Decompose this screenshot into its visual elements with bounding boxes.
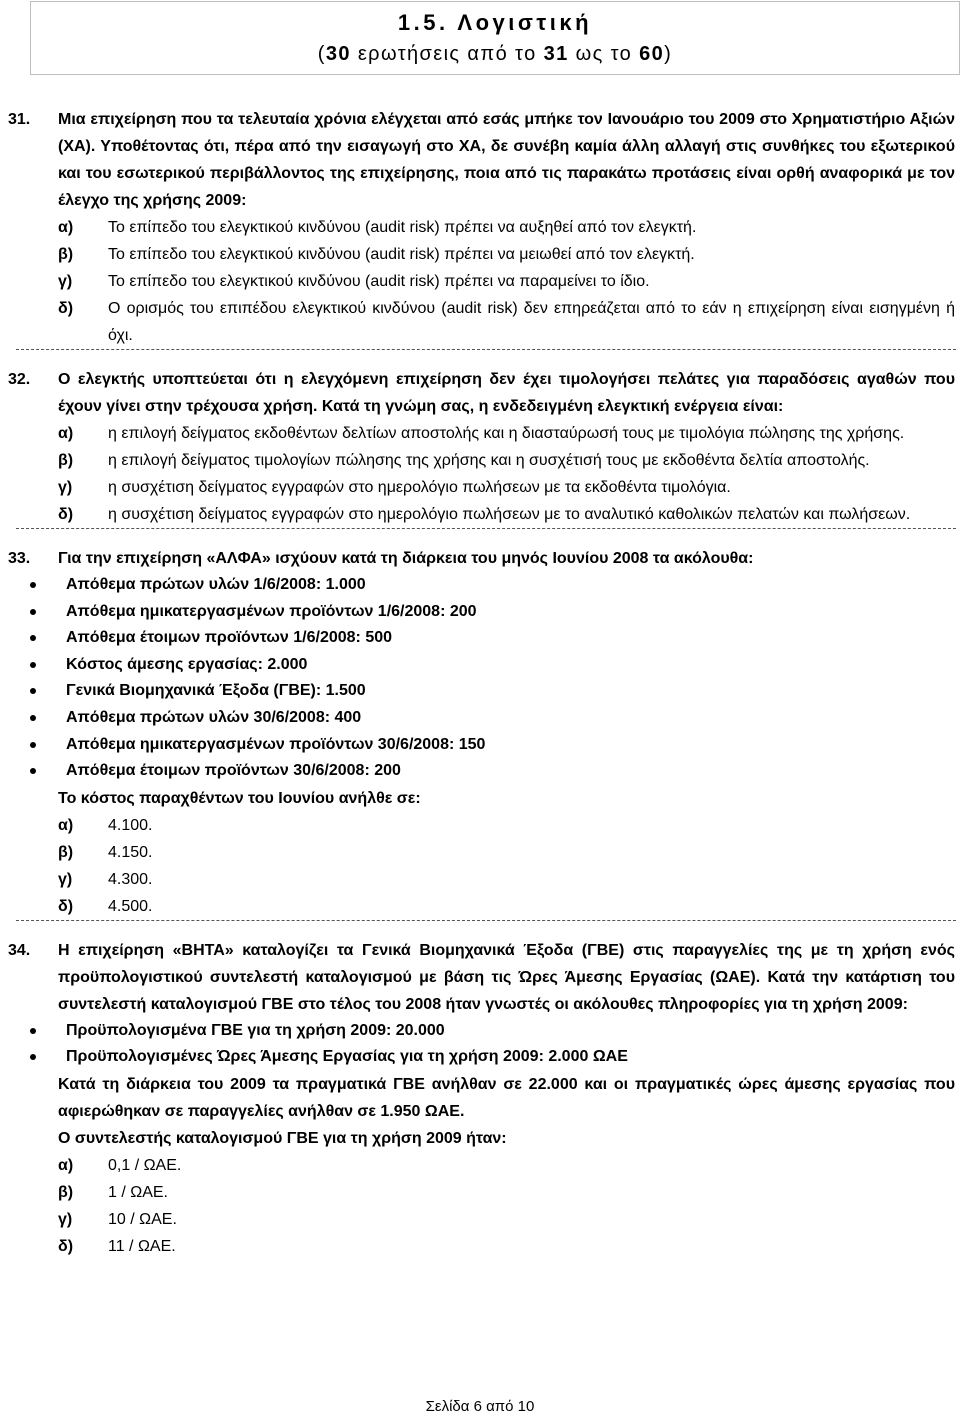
bullet-item xyxy=(66,1018,960,1045)
data-bullet-list xyxy=(0,1018,960,1071)
option-label: γ) xyxy=(58,870,73,888)
bullet-text: Κόστος άμεσης εργασίας: 2.000 xyxy=(66,655,308,673)
bullet-icon xyxy=(30,715,36,721)
answer-option xyxy=(58,1179,955,1206)
option-label: β) xyxy=(58,452,74,469)
bullet-item xyxy=(66,572,960,599)
answer-option xyxy=(58,501,955,528)
bullet-item xyxy=(66,652,960,679)
bullet-icon xyxy=(30,662,36,668)
answer-option xyxy=(58,1152,955,1179)
answer-option xyxy=(58,420,955,447)
answer-option xyxy=(58,893,955,920)
option-text: 10 / ΩΑΕ. xyxy=(108,1210,177,1228)
bullet-text: Προϋπολογισμένα ΓΒΕ για τη χρήση 2009: 20.000 xyxy=(66,1021,445,1039)
bullet-item xyxy=(66,705,960,732)
option-label: γ) xyxy=(58,1210,73,1228)
page-footer: Σελίδα 6 από 10 xyxy=(425,1398,535,1415)
option-label: α) xyxy=(58,816,74,834)
answer-option xyxy=(58,447,955,474)
subtitle-paren-open: ( xyxy=(317,43,326,65)
bullet-icon xyxy=(30,768,36,774)
option-text: 11 / ΩΑΕ. xyxy=(108,1237,176,1255)
answer-option xyxy=(58,812,955,839)
subtitle-text: ερωτήσεις από το xyxy=(350,43,544,65)
option-label: β) xyxy=(58,1183,74,1201)
option-text: η συσχέτιση δείγματος εγγραφών στο ημερολόγιο πωλήσεων με το αναλυτικό καθολικών πελατών και πωλήσεων. xyxy=(108,506,911,523)
bullet-text: Απόθεμα έτοιμων προϊόντων 30/6/2008: 200 xyxy=(66,762,401,780)
bullet-text: Απόθεμα πρώτων υλών 30/6/2008: 400 xyxy=(66,708,362,726)
bullet-text: Απόθεμα ημικατεργασμένων προϊόντων 1/6/2008: 200 xyxy=(66,602,477,620)
question-33-answers xyxy=(0,785,960,920)
question-33 xyxy=(0,545,960,572)
subtitle-count: 30 xyxy=(325,43,351,65)
answer-option xyxy=(58,268,955,295)
option-label: δ) xyxy=(58,506,74,523)
bullet-icon xyxy=(30,635,36,641)
question-number: 31. xyxy=(8,111,31,128)
question-text: Για την επιχείρηση «ΑΛΦΑ» ισχύουν κατά τη διάρκεια του μηνός Ιουνίου 2008 τα ακόλουθα: xyxy=(58,550,754,567)
bullet-text: Απόθεμα έτοιμων προϊόντων 1/6/2008: 500 xyxy=(66,629,393,647)
answer-option xyxy=(58,474,955,501)
subtitle-end: 60 xyxy=(639,43,665,65)
option-text: Το επίπεδο του ελεγκτικού κινδύνου (audit risk) πρέπει να παραμείνει το ίδιο. xyxy=(108,273,650,290)
question-number: 33. xyxy=(8,550,31,567)
question-32 xyxy=(0,366,960,528)
question-31 xyxy=(0,106,960,349)
bullet-text: Προϋπολογισμένες Ώρες Άμεσης Εργασίας για τη χρήση 2009: 2.000 ΩΑΕ xyxy=(66,1048,628,1066)
bullet-icon xyxy=(30,742,36,748)
bullet-item xyxy=(66,758,960,785)
option-text: 4.150. xyxy=(108,843,153,861)
question-divider xyxy=(16,528,956,529)
option-text: 4.500. xyxy=(108,897,153,915)
question-text: Η επιχείρηση «ΒΗΤΑ» καταλογίζει τα Γενικά Βιομηχανικά Έξοδα (ΓΒΕ) στις παραγγελίες της με τη χρήση ενός προϋπολογιστικού συντελεστή καταλογισμού με βάση τις Ώρες Άμεσης Εργασίας (ΩΑΕ). Κατά την κατάρτιση του συντελεστή καταλογισμού ΓΒΕ στο τέλος του 2008 ήταν γνωστές οι ακόλουθες πληροφορίες για τη χρήση 2009: xyxy=(58,941,955,1013)
answer-option xyxy=(58,1233,955,1260)
option-text: η επιλογή δείγματος τιμολογίων πώλησης της χρήσης και η συσχέτισή τους με εκδοθέντα δελτία αποστολής. xyxy=(108,452,870,469)
option-label: α) xyxy=(58,219,74,236)
bullet-item xyxy=(66,732,960,759)
section-subtitle xyxy=(31,41,959,67)
question-34-answers xyxy=(0,1071,960,1260)
question-prompt-2: Ο συντελεστής καταλογισμού ΓΒΕ για τη χρήση 2009 ήταν: xyxy=(58,1129,507,1147)
option-label: α) xyxy=(58,425,74,442)
answer-option xyxy=(58,295,955,349)
option-text: 4.100. xyxy=(108,816,153,834)
answer-option xyxy=(58,839,955,866)
bullet-item xyxy=(66,599,960,626)
option-label: β) xyxy=(58,843,74,861)
option-label: β) xyxy=(58,246,74,263)
answer-option xyxy=(58,1206,955,1233)
option-text: 4.300. xyxy=(108,870,153,888)
option-label: α) xyxy=(58,1156,74,1174)
bullet-icon xyxy=(30,609,36,615)
bullet-icon xyxy=(30,688,36,694)
question-text: Ο ελεγκτής υποπτεύεται ότι η ελεγχόμενη επιχείρηση δεν έχει τιμολογήσει πελάτες για παραδόσεις αγαθών που έχουν γίνει στην τρέχουσα χρήση. Κατά τη γνώμη σας, η ενδεδειγμένη ελεγκτική ενέργεια είναι: xyxy=(58,371,955,415)
option-label: δ) xyxy=(58,897,74,915)
question-number: 34. xyxy=(8,941,31,959)
question-prompt: Το κόστος παραχθέντων του Ιουνίου ανήλθε σε: xyxy=(58,789,421,807)
answer-option xyxy=(58,866,955,893)
option-text: η επιλογή δείγματος εκδοθέντων δελτίων αποστολής και η διασταύρωσή τους με τιμολόγια πώλησης της χρήσης. xyxy=(108,425,905,442)
question-divider xyxy=(16,920,956,921)
question-34 xyxy=(0,937,960,1018)
subtitle-start: 31 xyxy=(543,43,569,65)
question-divider xyxy=(16,349,956,350)
bullet-icon xyxy=(30,1028,36,1034)
bullet-item xyxy=(66,1044,960,1071)
bullet-item xyxy=(66,678,960,705)
bullet-text: Γενικά Βιομηχανικά Έξοδα (ΓΒΕ): 1.500 xyxy=(66,682,366,700)
option-text: η συσχέτιση δείγματος εγγραφών στο ημερολόγιο πωλήσεων με τα εκδοθέντα τιμολόγια. xyxy=(108,479,731,496)
bullet-icon xyxy=(30,582,36,588)
option-text: Το επίπεδο του ελεγκτικού κινδύνου (audit risk) πρέπει να αυξηθεί από τον ελεγκτή. xyxy=(108,219,697,236)
section-title: 1.5. Λογιστική xyxy=(397,10,593,35)
data-bullet-list xyxy=(0,572,960,785)
bullet-text: Απόθεμα πρώτων υλών 1/6/2008: 1.000 xyxy=(66,576,366,593)
bullet-icon xyxy=(30,1054,36,1060)
subtitle-paren-close: ) xyxy=(664,43,673,65)
bullet-item xyxy=(66,625,960,652)
bullet-text: Απόθεμα ημικατεργασμένων προϊόντων 30/6/2008: 150 xyxy=(66,735,486,753)
questions-content xyxy=(0,106,960,1260)
question-text: Μια επιχείρηση που τα τελευταία χρόνια ελέγχεται από εσάς μπήκε τον Ιανουάριο του 2009 στο Χρηματιστήριο Αξιών (ΧΑ). Υποθέτοντας ότι, πέρα από την εισαγωγή στο ΧΑ, δε συνέβη καμία άλλη αλλαγή στις συνθήκες του εξωτερικού και του εσωτερικού περιβάλλοντος της επιχείρησης, ποια από τις παρακάτω προτάσεις είναι ορθή αναφορικά με τον έλεγχο της χρήσης 2009: xyxy=(58,111,955,209)
subtitle-text-2: ως το xyxy=(568,43,640,65)
option-label: γ) xyxy=(58,273,73,290)
question-number: 32. xyxy=(8,371,31,388)
option-text: Το επίπεδο του ελεγκτικού κινδύνου (audit risk) πρέπει να μειωθεί από τον ελεγκτή. xyxy=(108,246,695,263)
answer-option xyxy=(58,214,955,241)
option-text: 1 / ΩΑΕ. xyxy=(108,1183,168,1201)
option-label: γ) xyxy=(58,479,73,496)
answer-option xyxy=(58,241,955,268)
option-text: 0,1 / ΩΑΕ. xyxy=(108,1156,182,1174)
option-label: δ) xyxy=(58,300,74,317)
question-prompt: Κατά τη διάρκεια του 2009 τα πραγματικά ΓΒΕ ανήλθαν σε 22.000 και οι πραγματικές ώρες άμεσης εργασίας που αφιερώθηκαν σε παραγγελίες ανήλθαν σε 1.950 ΩΑΕ. xyxy=(58,1075,955,1120)
section-header xyxy=(30,1,960,75)
option-text: Ο ορισμός του επιπέδου ελεγκτικού κινδύνου (audit risk) δεν επηρεάζεται από το εάν η επιχείρηση είναι εισηγμένη ή όχι. xyxy=(108,300,955,344)
option-label: δ) xyxy=(58,1237,74,1255)
